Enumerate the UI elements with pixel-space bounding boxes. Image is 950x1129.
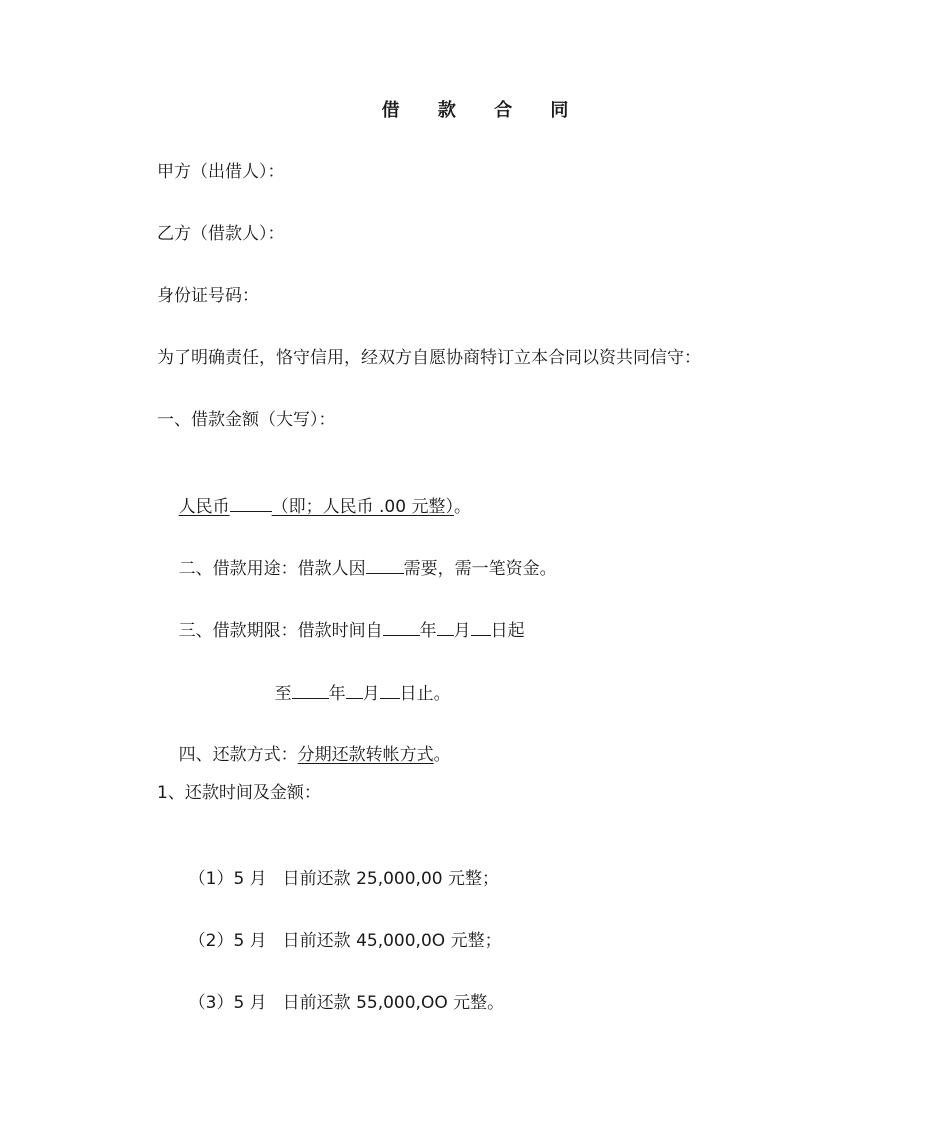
repayment-method-end: 。 bbox=[433, 745, 451, 765]
end-day-blank bbox=[380, 681, 400, 699]
amount-blank bbox=[230, 494, 272, 512]
start-day-label: 日起 bbox=[490, 621, 525, 641]
end-month-blank bbox=[346, 681, 363, 699]
start-year-blank bbox=[383, 618, 420, 636]
repayment-method: 分期还款转帐方式 bbox=[297, 745, 434, 765]
repayment-item-text: 日前还款 45,000,0O 元整； bbox=[282, 931, 502, 951]
purpose-blank bbox=[366, 556, 404, 574]
end-day-label: 日止。 bbox=[399, 684, 451, 704]
repayment-heading: 1、还款时间及金额： bbox=[157, 783, 321, 803]
start-month-blank bbox=[437, 618, 454, 636]
repayment-item-text: 日前还款 55,000,OO 元整。 bbox=[282, 993, 505, 1013]
repayment-method-prefix: 四、还款方式： bbox=[178, 745, 298, 765]
amount-parenthetical: （即；人民币 .00 元整） bbox=[271, 497, 454, 517]
repayment-item-num: （1）5 月 bbox=[188, 869, 267, 889]
preamble: 为了明确责任，恪守信用，经双方自愿协商特订立本合同以资共同信守： bbox=[157, 348, 701, 368]
start-year-label: 年 bbox=[419, 621, 437, 641]
start-day-blank bbox=[471, 618, 491, 636]
repayment-item-text: 日前还款 25,000,00 元整； bbox=[282, 869, 499, 889]
repayment-item-num: （2）5 月 bbox=[188, 931, 267, 951]
repayment-item bbox=[167, 967, 504, 1039]
purpose-prefix: 二、借款用途：借款人因 bbox=[178, 559, 366, 579]
amount-prefix: 人民币 bbox=[178, 497, 230, 517]
amount-end: 。 bbox=[453, 497, 471, 517]
purpose-suffix: 需要，需一笔资金。 bbox=[403, 559, 557, 579]
id-number-label: 身份证号码： bbox=[157, 286, 259, 306]
lender-label: 甲方（出借人）： bbox=[157, 162, 285, 182]
end-year-blank bbox=[292, 681, 329, 699]
start-month-label: 月 bbox=[453, 621, 471, 641]
term-to: 至 bbox=[274, 684, 292, 704]
borrower-label: 乙方（借款人）： bbox=[157, 224, 285, 244]
section-1-heading: 一、借款金额（大写）： bbox=[157, 410, 336, 430]
end-month-label: 月 bbox=[362, 684, 380, 704]
term-prefix: 三、借款期限：借款时间自 bbox=[178, 621, 383, 641]
document-title: 借 款 合 同 bbox=[381, 100, 585, 121]
repayment-item-num: （3）5 月 bbox=[188, 993, 267, 1013]
end-year-label: 年 bbox=[328, 684, 346, 704]
